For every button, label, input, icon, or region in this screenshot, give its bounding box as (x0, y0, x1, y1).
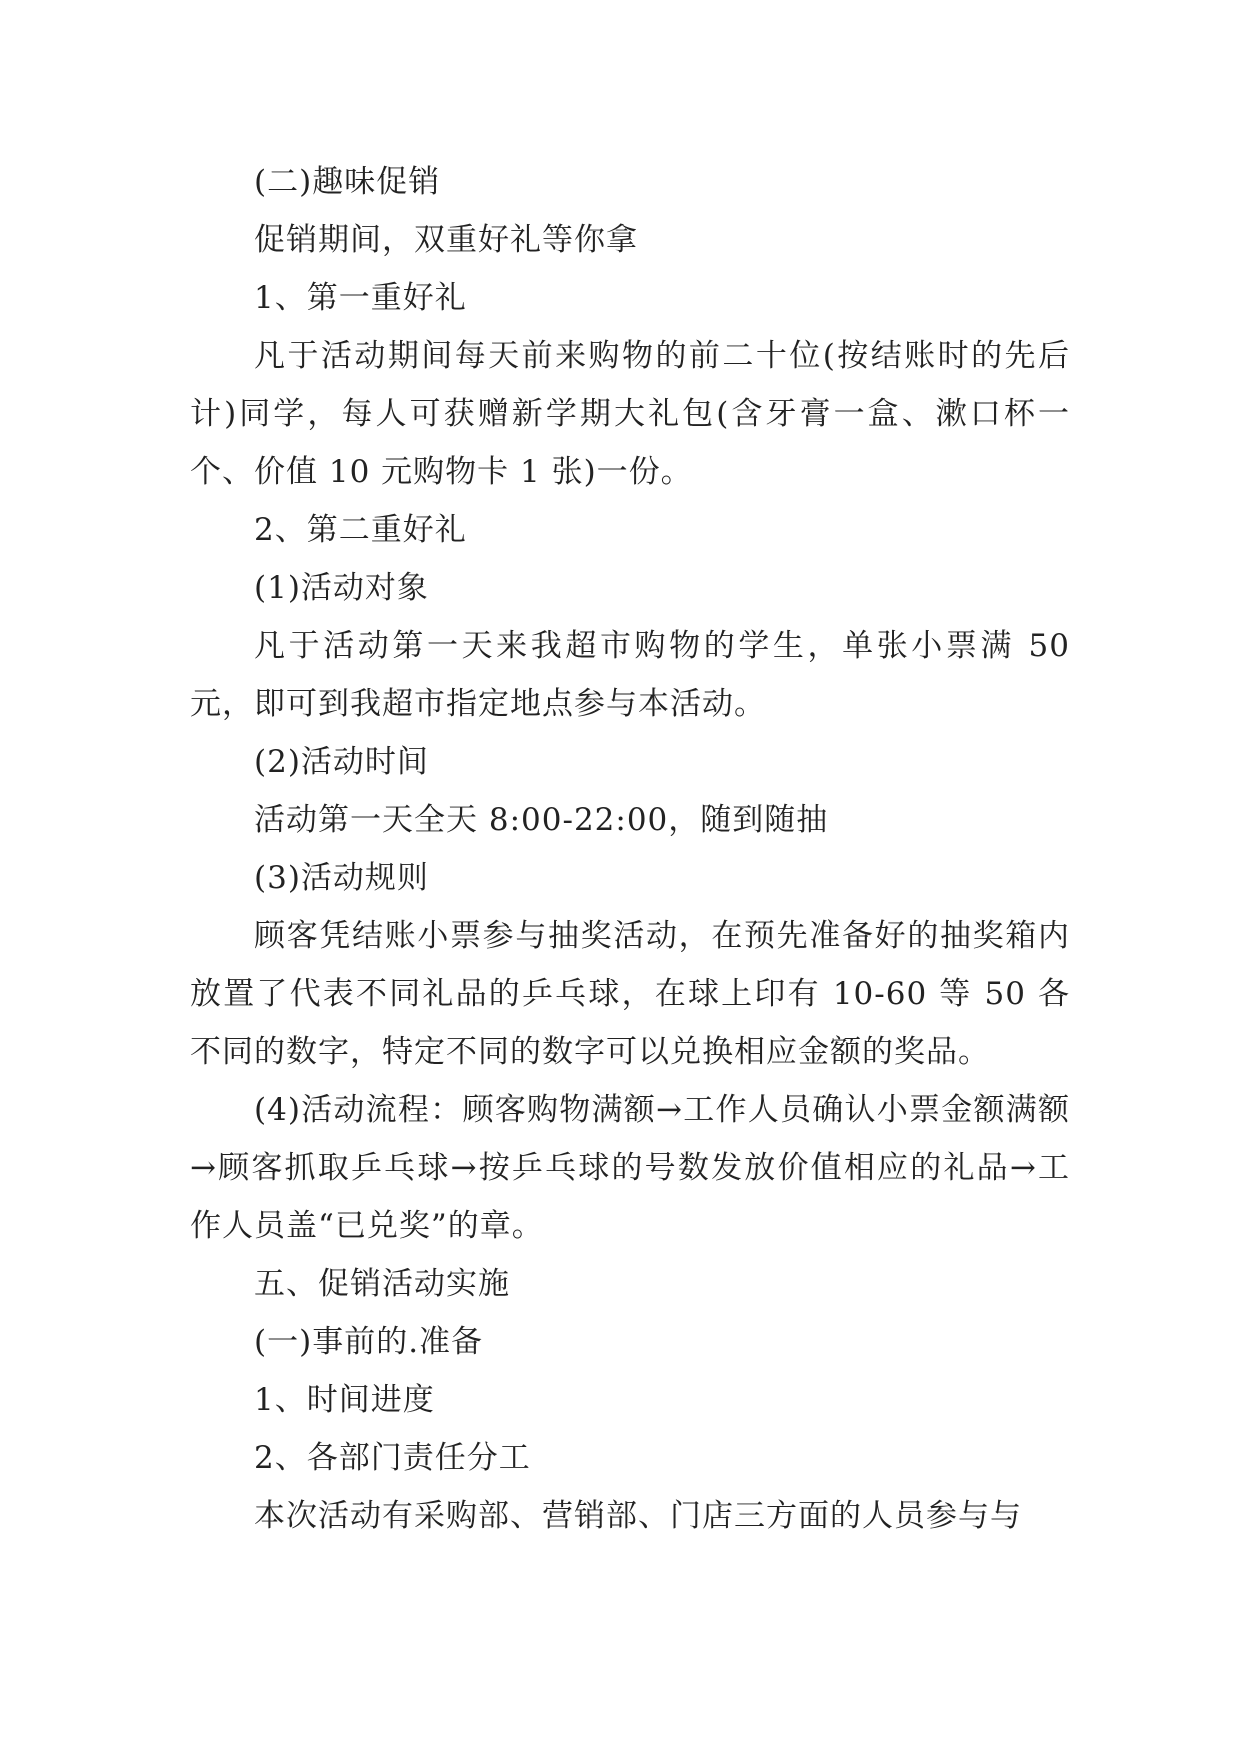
heading-time-schedule: 1、时间进度 (254, 1382, 435, 1418)
heading-department-division: 2、各部门责任分工 (254, 1440, 531, 1476)
heading-promotion-implementation: 五、促销活动实施 (254, 1266, 510, 1302)
heading-activity-rules: (3)活动规则 (254, 860, 429, 896)
heading-second-gift: 2、第二重好礼 (254, 512, 467, 548)
heading-first-gift: 1、第一重好礼 (254, 280, 467, 316)
paragraph-departments: 本次活动有采购部、营销部、门店三方面的人员参与与 (254, 1498, 1022, 1534)
heading-activity-target: (1)活动对象 (254, 570, 429, 606)
paragraph-activity-time: 活动第一天全天 8:00-22:00，随到随抽 (254, 802, 829, 838)
paragraph-first-gift: 凡于活动期间每天前来购物的前二十位(按结账时的先后计)同学，每人可获赠新学期大礼包(含牙膏一盒、漱口杯一个、价值 10 元购物卡 1 张)一份。 (190, 338, 1070, 490)
paragraph-promo-intro: 促销期间，双重好礼等你拿 (254, 222, 638, 258)
heading-fun-promotion: (二)趣味促销 (254, 164, 441, 200)
paragraph-activity-target: 凡于活动第一天来我超市购物的学生，单张小票满 50 元，即可到我超市指定地点参与本活动。 (190, 628, 1070, 722)
paragraph-activity-rules: 顾客凭结账小票参与抽奖活动，在预先准备好的抽奖箱内放置了代表不同礼品的乒乓球，在球上印有 10-60 等 50 各不同的数字，特定不同的数字可以兑换相应金额的奖品。 (190, 918, 1070, 1070)
heading-activity-time: (2)活动时间 (254, 744, 429, 780)
paragraph-activity-process: (4)活动流程：顾客购物满额→工作人员确认小票金额满额→顾客抓取乒乓球→按乒乓球的号数发放价值相应的礼品→工作人员盖“已兑奖”的章。 (190, 1092, 1070, 1244)
heading-preparation: (一)事前的.准备 (254, 1324, 484, 1360)
